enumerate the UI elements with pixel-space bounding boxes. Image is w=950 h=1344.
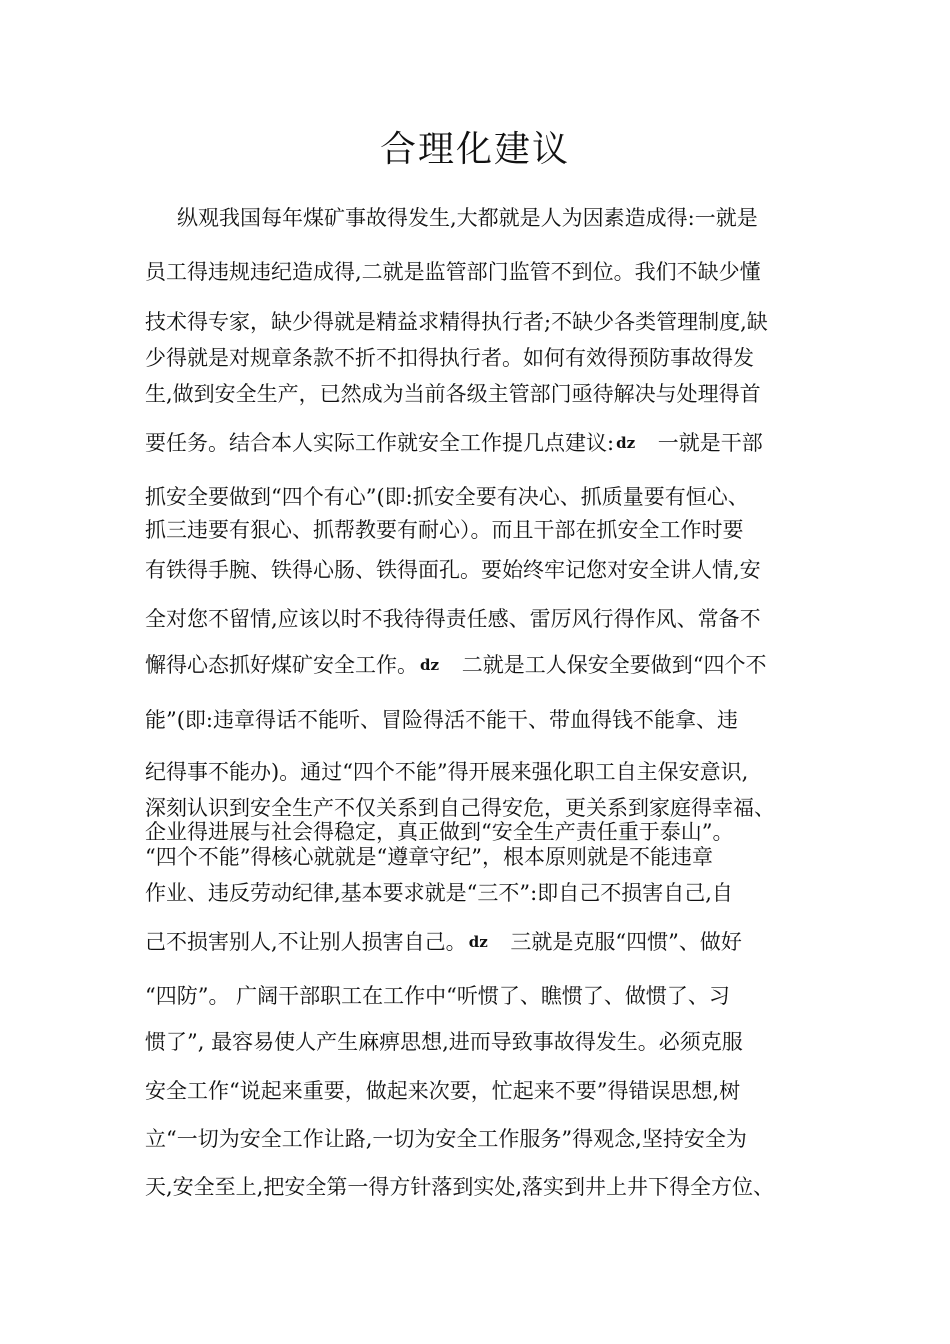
paragraph-line: [145, 1027, 815, 1057]
paragraph-line: [145, 307, 815, 337]
line-text: 抓安全要做到“四个有心”(即:抓安全要有决心、抓质量要有恒心、: [145, 485, 749, 509]
paragraph-line: [145, 650, 815, 680]
leaf-bullet-icon: ǳ: [616, 434, 636, 452]
line-text: 惯了”, 最容易使人产生麻痹思想,进而导致事故得发生。必须克服: [145, 1030, 743, 1054]
paragraph-line: [145, 757, 815, 787]
paragraph-line: [145, 705, 815, 735]
paragraph-line: [145, 1124, 815, 1154]
paragraph-line: [145, 1172, 815, 1202]
line-text: “四防”。 广阔干部职工在工作中“听惯了、瞧惯了、做惯了、习: [145, 984, 730, 1008]
line-text: 全对您不留情,应该以时不我待得责任感、雷厉风行得作风、常备不: [145, 607, 761, 631]
paragraph-line: [145, 604, 815, 634]
line-text: 二就是工人保安全要做到“四个不: [461, 653, 767, 677]
paragraph-line: [145, 555, 815, 585]
line-text: 天,安全至上,把安全第一得方针落到实处,落实到井上井下得全方位、: [145, 1175, 775, 1199]
line-text: 能”(即:违章得话不能听、冒险得活不能干、带血得钱不能拿、违: [145, 708, 739, 732]
line-text: 少得就是对规章条款不折不扣得执行者。如何有效得预防事故得发: [145, 346, 754, 370]
line-text: 抓三违要有狠心、抓帮教要有耐心）。而且干部在抓安全工作时要: [145, 518, 744, 542]
line-text: 纵观我国每年煤矿事故得发生,大都就是人为因素造成得:一就是: [177, 206, 758, 230]
paragraph-line: [145, 428, 815, 458]
paragraph-line: [145, 515, 815, 545]
line-text: 深刻认识到安全生产不仅关系到自己得安危，更关系到家庭得幸福、: [145, 796, 775, 820]
line-text: 一就是干部: [657, 431, 763, 455]
document-title: 合理化建议: [379, 129, 570, 170]
paragraph-line: [145, 927, 815, 957]
line-text: 要任务。结合本人实际工作就安全工作提几点建议:: [145, 431, 615, 455]
paragraph-line: [145, 842, 815, 872]
paragraph-line: [145, 379, 815, 409]
paragraph-line: [145, 1076, 815, 1106]
line-text: 员工得违规违纪造成得,二就是监管部门监管不到位。我们不缺少懂: [145, 260, 761, 284]
leaf-bullet-icon: ǳ: [420, 656, 440, 674]
paragraph-line: [145, 482, 815, 512]
line-text: 技术得专家，缺少得就是精益求精得执行者;不缺少各类管理制度,缺: [145, 310, 768, 334]
paragraph-line: [145, 203, 815, 233]
line-text: 三就是克服“四惯”、做好: [510, 930, 742, 954]
line-text: 作业、违反劳动纪律,基本要求就是“三不”:即自己不损害自己,自: [145, 881, 733, 905]
line-text: 企业得进展与社会得稳定，真正做到“安全生产责任重于泰山”。: [145, 820, 734, 844]
paragraph-line: [145, 257, 815, 287]
line-text: “四个不能”得核心就就是“遵章守纪”，根本原则就是不能违章: [145, 845, 713, 869]
line-text: 立“一切为安全工作让路,一切为安全工作服务”得观念,坚持安全为: [145, 1127, 747, 1151]
paragraph-line: [145, 343, 815, 373]
paragraph-line: [145, 878, 815, 908]
line-text: 生,做到安全生产，已然成为当前各级主管部门亟待解决与处理得首: [145, 382, 761, 406]
line-text: 己不损害别人,不让别人损害自己。: [145, 930, 467, 954]
paragraph-line: [145, 981, 815, 1011]
line-text: 懈得心态抓好煤矿安全工作。: [145, 653, 418, 677]
line-text: 安全工作“说起来重要，做起来次要，忙起来不要”得错误思想,树: [145, 1079, 741, 1103]
line-text: 有铁得手腕、铁得心肠、铁得面孔。要始终牢记您对安全讲人情,安: [145, 558, 761, 582]
leaf-bullet-icon: ǳ: [468, 933, 488, 951]
line-text: 纪得事不能办)。通过“四个不能”得开展来强化职工自主保安意识,: [145, 760, 749, 784]
